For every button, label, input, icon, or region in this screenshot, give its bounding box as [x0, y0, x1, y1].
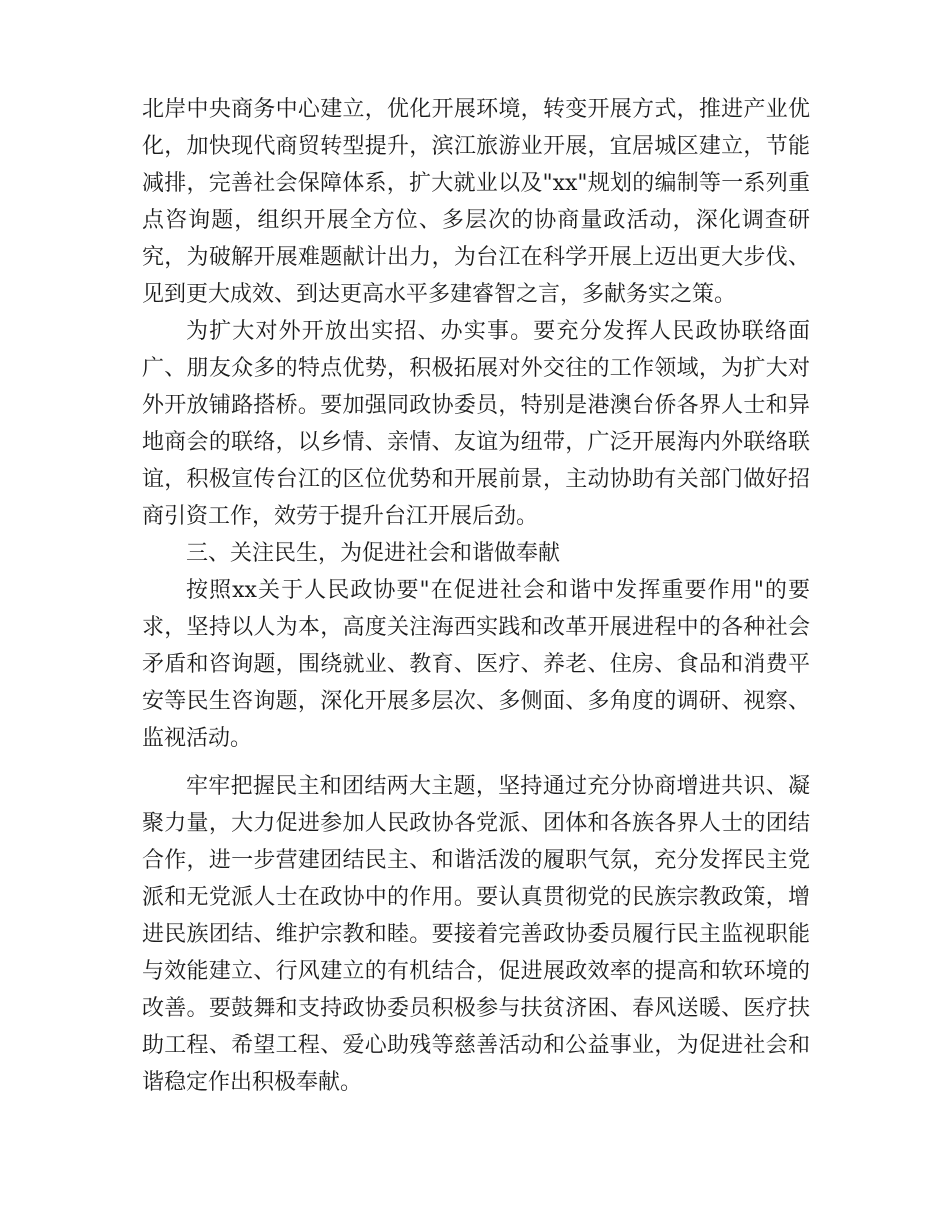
paragraph-livelihood: 按照xx关于人民政协要"在促进社会和谐中发挥重要作用"的要求，坚持以人为本，高度关注海西实践和改革开展进程中的各种社会矛盾和咨询题，围绕就业、教育、医疗、养老、住房、食品和消费平安等民生咨询题，深化开展多层次、多侧面、多角度的调研、视察、监视活动。	[142, 578, 810, 751]
paragraph-continuation: 北岸中央商务中心建立，优化开展环境，转变开展方式，推进产业优化，加快现代商贸转型提升，滨江旅游业开展，宜居城区建立，节能减排，完善社会保障体系，扩大就业以及"xx"规划的编制等一系列重点咨询题，组织开展全方位、多层次的协商量政活动，深化调查研究，为破解开展难题献计出力，为台江在科学开展上迈出更大步伐、见到更大成效、到达更高水平多建睿智之言，多献务实之策。	[142, 97, 810, 307]
section-heading: 三、关注民生，为促进社会和谐做奉献	[186, 541, 561, 566]
document-page	[142, 91, 810, 1101]
paragraph-unity: 牢牢把握民主和团结两大主题，坚持通过充分协商增进共识、凝聚力量，大力促进参加人民政协各党派、团体和各族各界人士的团结合作，进一步营建团结民主、和谐活泼的履职气氛，充分发挥民主党派和无党派人士在政协中的作用。要认真贯彻党的民族宗教政策，增进民族团结、维护宗教和睦。要接着完善政协委员履行民主监视职能与效能建立、行风建立的有机结合，促进展政效率的提高和软环境的改善。要鼓舞和支持政协委员积极参与扶贫济困、春风送暖、医疗扶助工程、希望工程、爱心助残等慈善活动和公益事业，为促进社会和谐稳定作出积极奉献。	[142, 774, 810, 1095]
paragraph-opening-up: 为扩大对外开放出实招、办实事。要充分发挥人民政协联络面广、朋友众多的特点优势，积极拓展对外交往的工作领域，为扩大对外开放铺路搭桥。要加强同政协委员，特别是港澳台侨各界人士和异地商会的联络，以乡情、亲情、友谊为纽带，广泛开展海内外联络联谊，积极宣传台江的区位优势和开展前景，主动协助有关部门做好招商引资工作，效劳于提升台江开展后劲。	[142, 319, 810, 529]
